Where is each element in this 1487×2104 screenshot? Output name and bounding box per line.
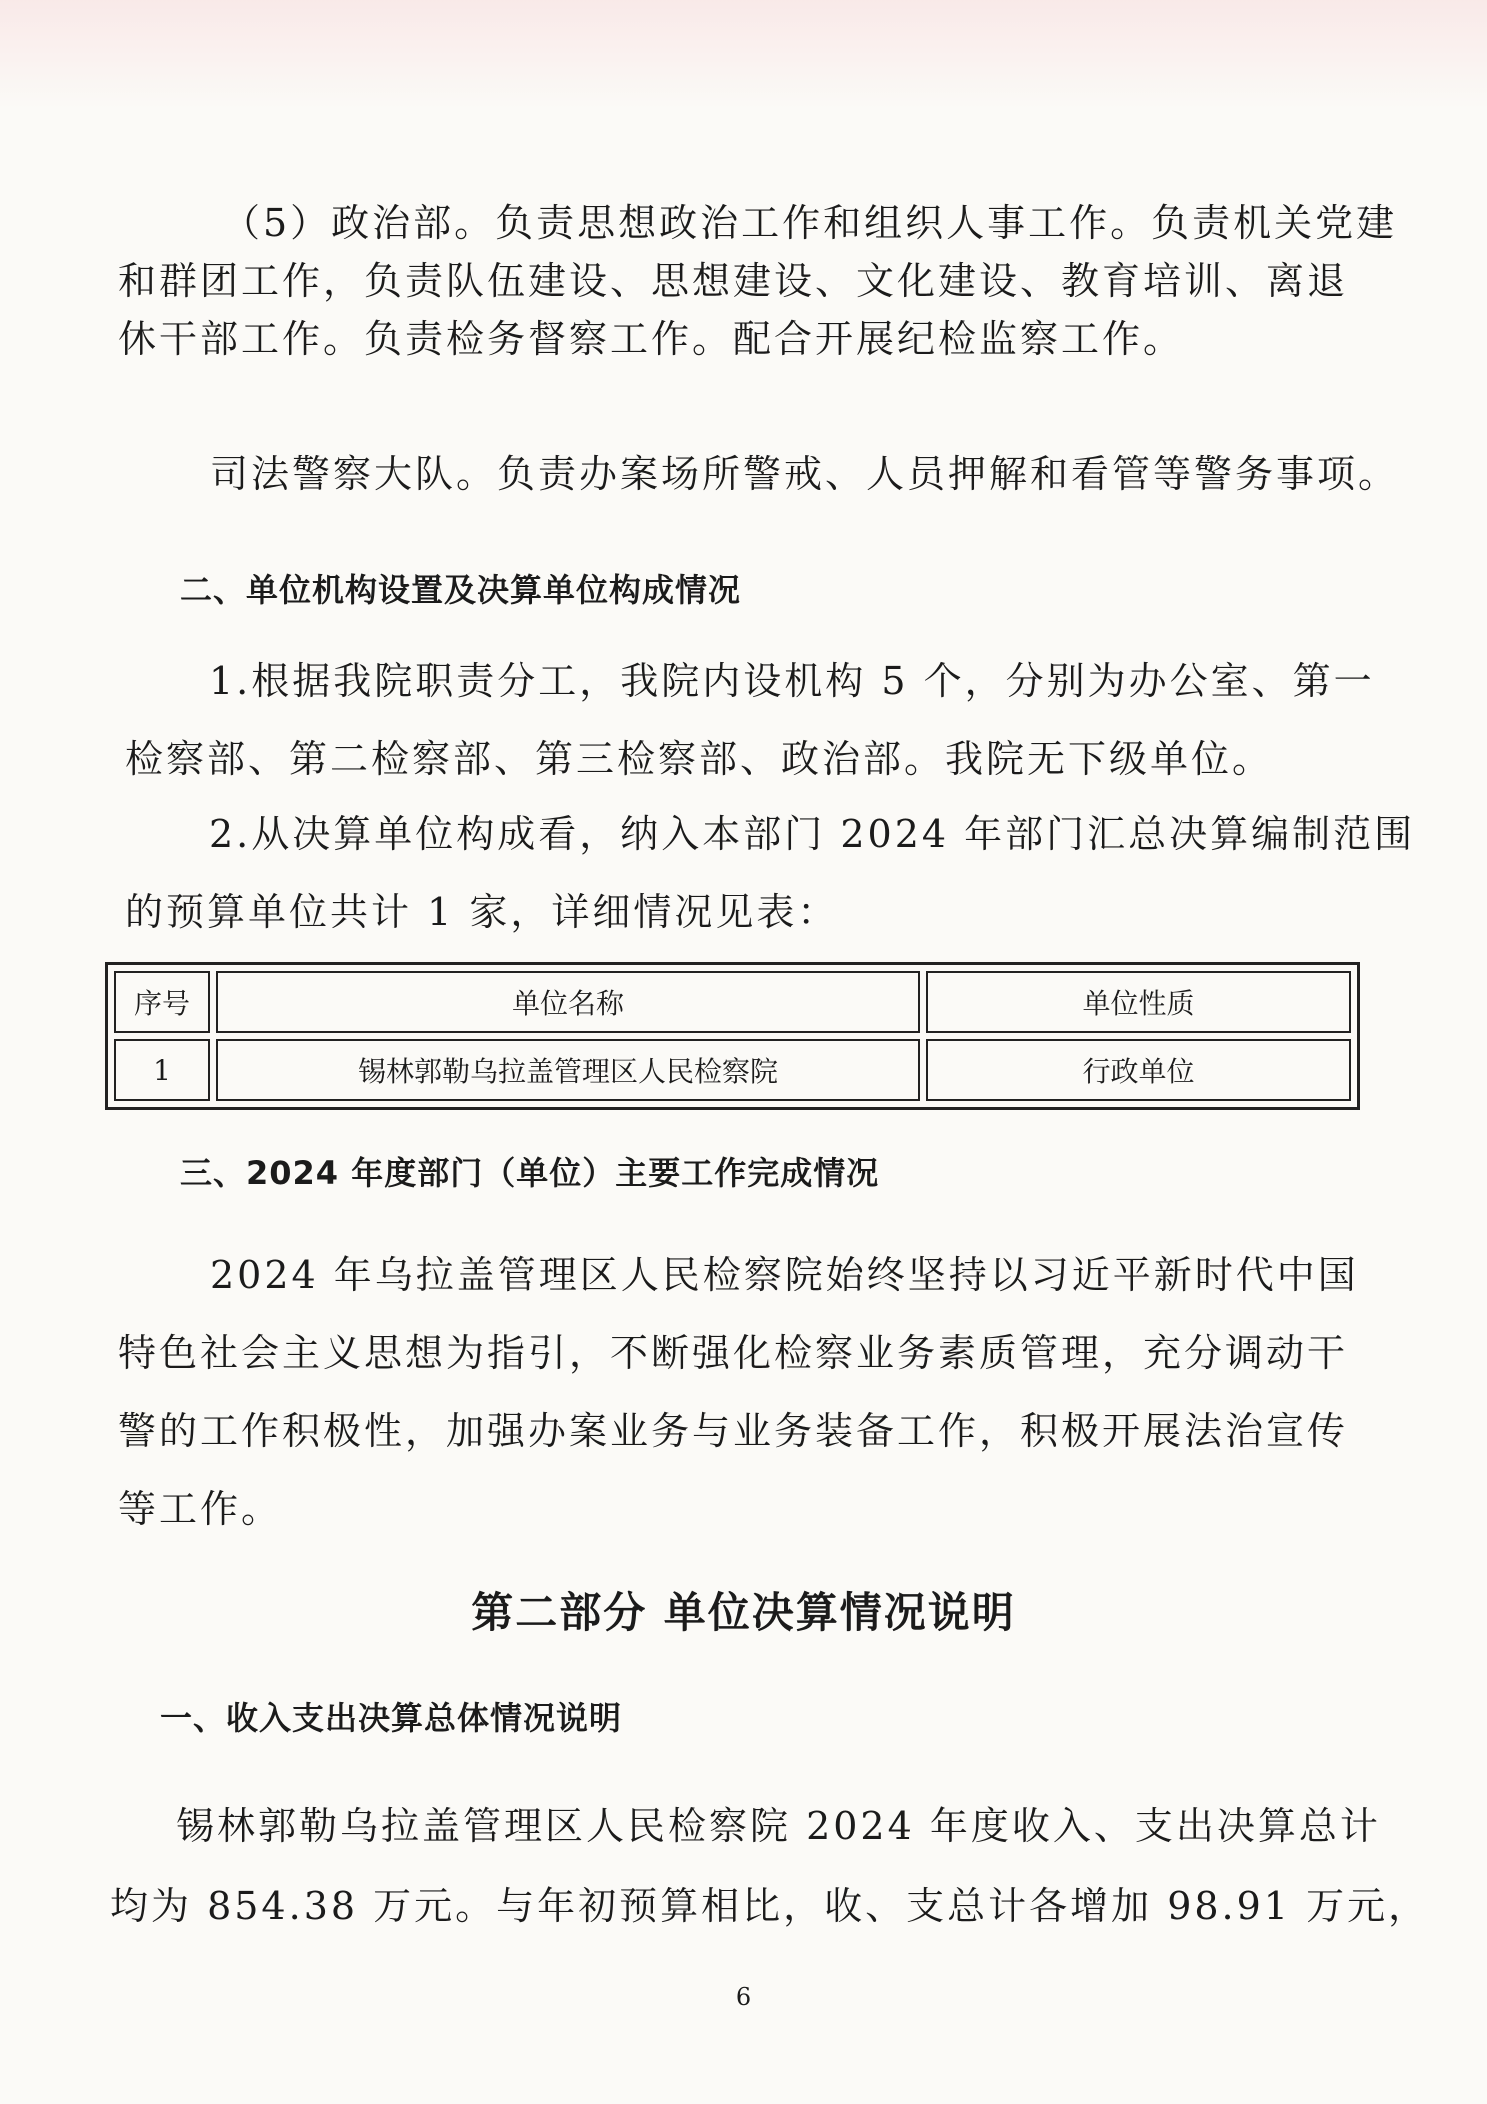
page-number: 6: [735, 1983, 752, 2011]
text-line: 的预算单位共计 1 家，详细情况见表：: [125, 890, 839, 934]
text-line: 锡林郭勒乌拉盖管理区人民检察院 2024 年度收入、支出决算总计: [176, 1804, 1381, 1848]
text-line: 2024 年乌拉盖管理区人民检察院始终坚持以习近平新时代中国: [210, 1253, 1359, 1297]
table-cell: 行政单位: [926, 1039, 1351, 1101]
paragraph-judicial-police: [210, 436, 1399, 513]
section-heading-work-completion: 三、2024 年度部门（单位）主要工作完成情况: [180, 1154, 880, 1192]
table-row: [114, 1039, 1351, 1101]
text-line: 2.从决算单位构成看，纳入本部门 2024 年部门汇总决算编制范围: [209, 812, 1416, 856]
text-line: 警的工作积极性，加强办案业务与业务装备工作，积极开展法治宣传: [118, 1409, 1349, 1453]
text-line: （5）政治部。负责思想政治工作和组织人事工作。负责机关党建: [222, 201, 1398, 245]
paragraph-political-dept: [118, 194, 1397, 368]
text-line: 1.根据我院职责分工，我院内设机构 5 个，分别为办公室、第一: [209, 659, 1375, 703]
text-line: 和群团工作，负责队伍建设、思想建设、文化建设、教育培训、离退: [118, 259, 1349, 303]
paragraph-income-expenditure: [110, 1786, 1429, 1946]
paragraph-work-summary: [118, 1236, 1359, 1548]
text-line: 等工作。: [118, 1487, 283, 1531]
text-line: 均为 854.38 万元。与年初预算相比，收、支总计各增加 98.91 万元，: [110, 1884, 1430, 1928]
text-line: 特色社会主义思想为指引，不断强化检察业务素质管理，充分调动干: [118, 1331, 1349, 1375]
table-header-row: [114, 971, 1351, 1033]
text-line: 休干部工作。负责检务督察工作。配合开展纪检监察工作。: [118, 317, 1185, 361]
budget-units-table: [105, 962, 1360, 1110]
section-heading-income-expenditure: 一、收入支出决算总体情况说明: [160, 1699, 623, 1737]
table-header-cell: 单位性质: [926, 971, 1351, 1033]
section-heading-org-structure: 二、单位机构设置及决算单位构成情况: [180, 571, 742, 609]
text-line: 司法警察大队。负责办案场所警戒、人员押解和看管等警务事项。: [210, 452, 1400, 496]
paragraph-internal-bodies: [125, 642, 1375, 798]
part-title: 第二部分 单位决算情况说明: [471, 1588, 1016, 1637]
table-header-cell: 单位名称: [216, 971, 920, 1033]
table-cell: 1: [114, 1039, 210, 1101]
paragraph-budget-units: [125, 795, 1415, 951]
scan-tint: [0, 0, 1487, 110]
table-header-cell: 序号: [114, 971, 210, 1033]
text-line: 检察部、第二检察部、第三检察部、政治部。我院无下级单位。: [125, 737, 1274, 781]
table-cell: 锡林郭勒乌拉盖管理区人民检察院: [216, 1039, 920, 1101]
